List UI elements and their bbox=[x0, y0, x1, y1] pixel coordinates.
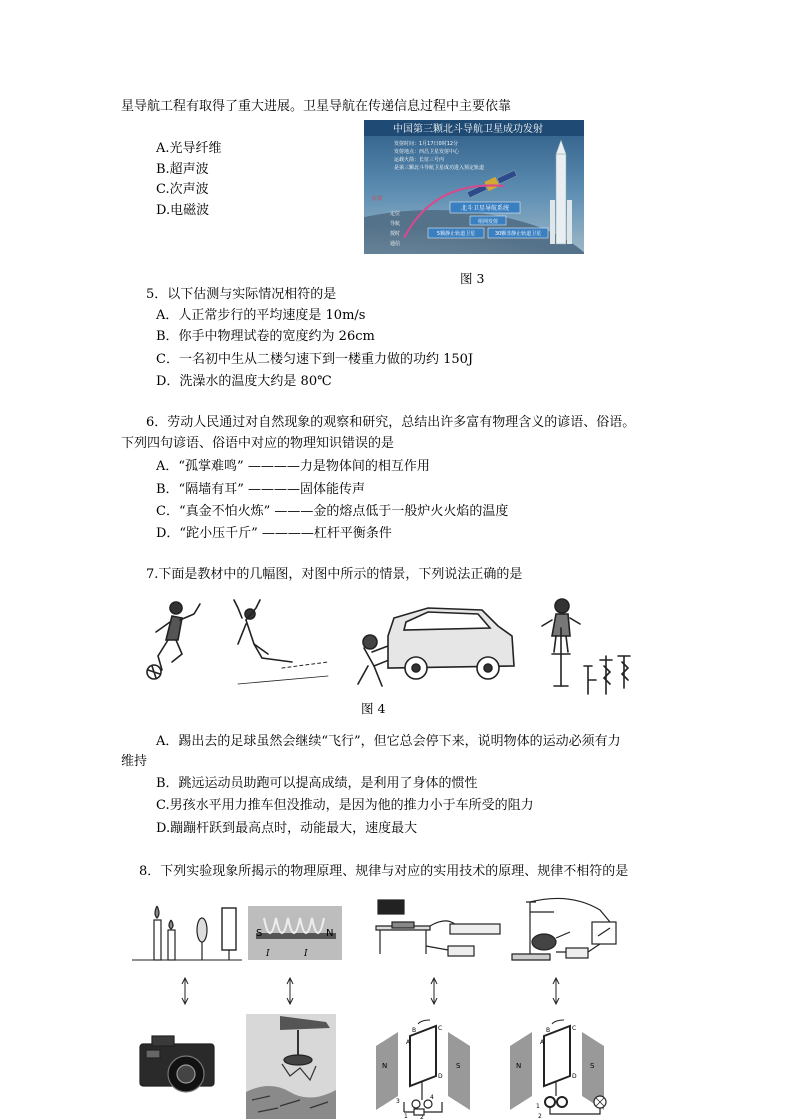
loop-label: B bbox=[546, 1027, 551, 1034]
figure-box-network: 组网发射 bbox=[477, 219, 499, 225]
terminal-label: 1 bbox=[404, 1113, 408, 1119]
q6-stem: 6．劳动人民通过对自然现象的观察和研究，总结出许多富有物理含义的谚语、俗语。 bbox=[146, 415, 636, 430]
q4-option-d: D.电磁波 bbox=[156, 203, 210, 218]
textbook-pictures-figure bbox=[142, 596, 634, 696]
candle-lens-screen-icon bbox=[132, 906, 242, 1004]
figure-box-nongeo: 30颗非静止轨道卫星 bbox=[494, 231, 542, 237]
soccer-player-icon bbox=[147, 602, 200, 679]
q4-option-b: B.超声波 bbox=[156, 162, 209, 177]
crane-electromagnet-icon bbox=[246, 1014, 336, 1119]
figure-3-caption: 图 3 bbox=[460, 271, 485, 286]
loop-label: C bbox=[572, 1025, 577, 1032]
q6-option-b: B．“隔墙有耳” ————固体能传声 bbox=[156, 482, 365, 497]
induction-experiment-icon bbox=[376, 900, 500, 1004]
terminal-label: 2 bbox=[538, 1113, 542, 1119]
loop-label: C bbox=[438, 1025, 443, 1032]
side-label: 导航 bbox=[390, 221, 401, 227]
figure-info-line: 是第三颗北斗导航卫星成功进入预定轨道 bbox=[394, 165, 485, 171]
current-label: I bbox=[304, 949, 308, 959]
camera-icon bbox=[140, 1036, 214, 1092]
q6-option-a: A．“孤掌难鸣” ————力是物体间的相互作用 bbox=[156, 459, 430, 474]
pogo-stick-kid-icon bbox=[542, 599, 630, 694]
pole-label: N bbox=[516, 1062, 522, 1070]
q7-option-a-cont: 维持 bbox=[121, 754, 148, 769]
loop-label: D bbox=[438, 1073, 443, 1080]
side-label: 授时 bbox=[390, 231, 401, 237]
side-label: 定位 bbox=[390, 211, 401, 217]
q6-option-c: C．“真金不怕火炼” ———金的熔点低于一般炉火火焰的温度 bbox=[156, 504, 509, 519]
motor-diagram-icon bbox=[376, 1020, 470, 1119]
loop-label: B bbox=[412, 1027, 417, 1034]
q4-intro: 星导航工程有取得了重大进展。卫星导航在传递信息过程中主要依靠 bbox=[121, 99, 512, 114]
long-jumper-icon bbox=[234, 600, 328, 684]
q5-option-b: B．你手中物理试卷的宽度约为 26cm bbox=[156, 329, 375, 344]
side-label: 通信 bbox=[390, 241, 401, 247]
q4-option-c: C.次声波 bbox=[156, 182, 209, 197]
figure-banner: 中国第三颗北斗导航卫星成功发射 bbox=[393, 124, 543, 135]
q6-option-d: D．“跎小压千斤” ————杠杆平衡条件 bbox=[156, 526, 392, 541]
figure-info-line: 运载火箭：长征三号丙 bbox=[394, 157, 445, 163]
pole-label: S bbox=[590, 1062, 595, 1070]
current-label: I bbox=[266, 949, 270, 959]
terminal-label: 3 bbox=[396, 1098, 400, 1105]
loop-label: A bbox=[540, 1039, 545, 1046]
motor-stand-icon bbox=[512, 898, 616, 1004]
terminal-label: 2 bbox=[420, 1114, 424, 1119]
magnet-label-n: N bbox=[326, 928, 334, 939]
q5-option-c: C．一名初中生从二楼匀速下到一楼重力做的功约 150J bbox=[156, 352, 474, 367]
q7-option-b: B．跳远运动员助跑可以提高成绩，是利用了身体的惯性 bbox=[156, 776, 478, 791]
pole-label: S bbox=[456, 1062, 461, 1070]
q8-stem: 8．下列实验现象所揭示的物理原理、规律与对应的实用技术的原理、规律不相符的是 bbox=[139, 864, 629, 879]
generator-diagram-icon bbox=[510, 1020, 606, 1119]
q7-option-d: D.蹦蹦杆跃到最高点时，动能最大，速度最大 bbox=[156, 821, 418, 836]
figure-box-geo: 5颗静止轨道卫星 bbox=[436, 231, 476, 237]
beidou-launch-figure bbox=[364, 120, 584, 254]
terminal-label: 4 bbox=[430, 1094, 434, 1101]
loop-label: D bbox=[572, 1073, 577, 1080]
terminal-label: 1 bbox=[536, 1103, 540, 1110]
q5-option-d: D．洗澡水的温度大约是 80℃ bbox=[156, 374, 332, 389]
loop-label: A bbox=[406, 1039, 411, 1046]
q7-option-c: C.男孩水平用力推车但没推动，是因为他的推力小于车所受的阻力 bbox=[156, 798, 534, 813]
q5-stem: 5．以下估测与实际情况相符的是 bbox=[146, 287, 337, 302]
experiment-application-figure bbox=[130, 896, 650, 1119]
figure-4-caption: 图 4 bbox=[361, 701, 386, 716]
q4-option-a: A.光导纤维 bbox=[156, 141, 222, 156]
figure-info-line: 发射地点：西昌卫星发射中心 bbox=[394, 149, 460, 155]
figure-info-line: 发射时间：1月17日0时12分 bbox=[394, 141, 459, 147]
magnet-label-s: S bbox=[256, 928, 263, 939]
electromagnet-coil-icon bbox=[248, 906, 342, 1004]
q5-option-a: A．人正常步行的平均速度是 10m/s bbox=[156, 308, 366, 323]
pole-label: N bbox=[382, 1062, 388, 1070]
q7-stem: 7.下面是教材中的几幅图，对图中所示的情景，下列说法正确的是 bbox=[146, 567, 523, 582]
side-label: 位置 bbox=[372, 196, 383, 202]
boy-pushing-car-icon bbox=[358, 608, 514, 686]
figure-box-system: 北斗卫星导航系统 bbox=[460, 205, 510, 212]
q7-option-a: A．踢出去的足球虽然会继续“飞行”，但它总会停下来，说明物体的运动必须有力 bbox=[156, 734, 621, 749]
q6-stem-cont: 下列四句谚语、俗语中对应的物理知识错误的是 bbox=[121, 436, 395, 451]
